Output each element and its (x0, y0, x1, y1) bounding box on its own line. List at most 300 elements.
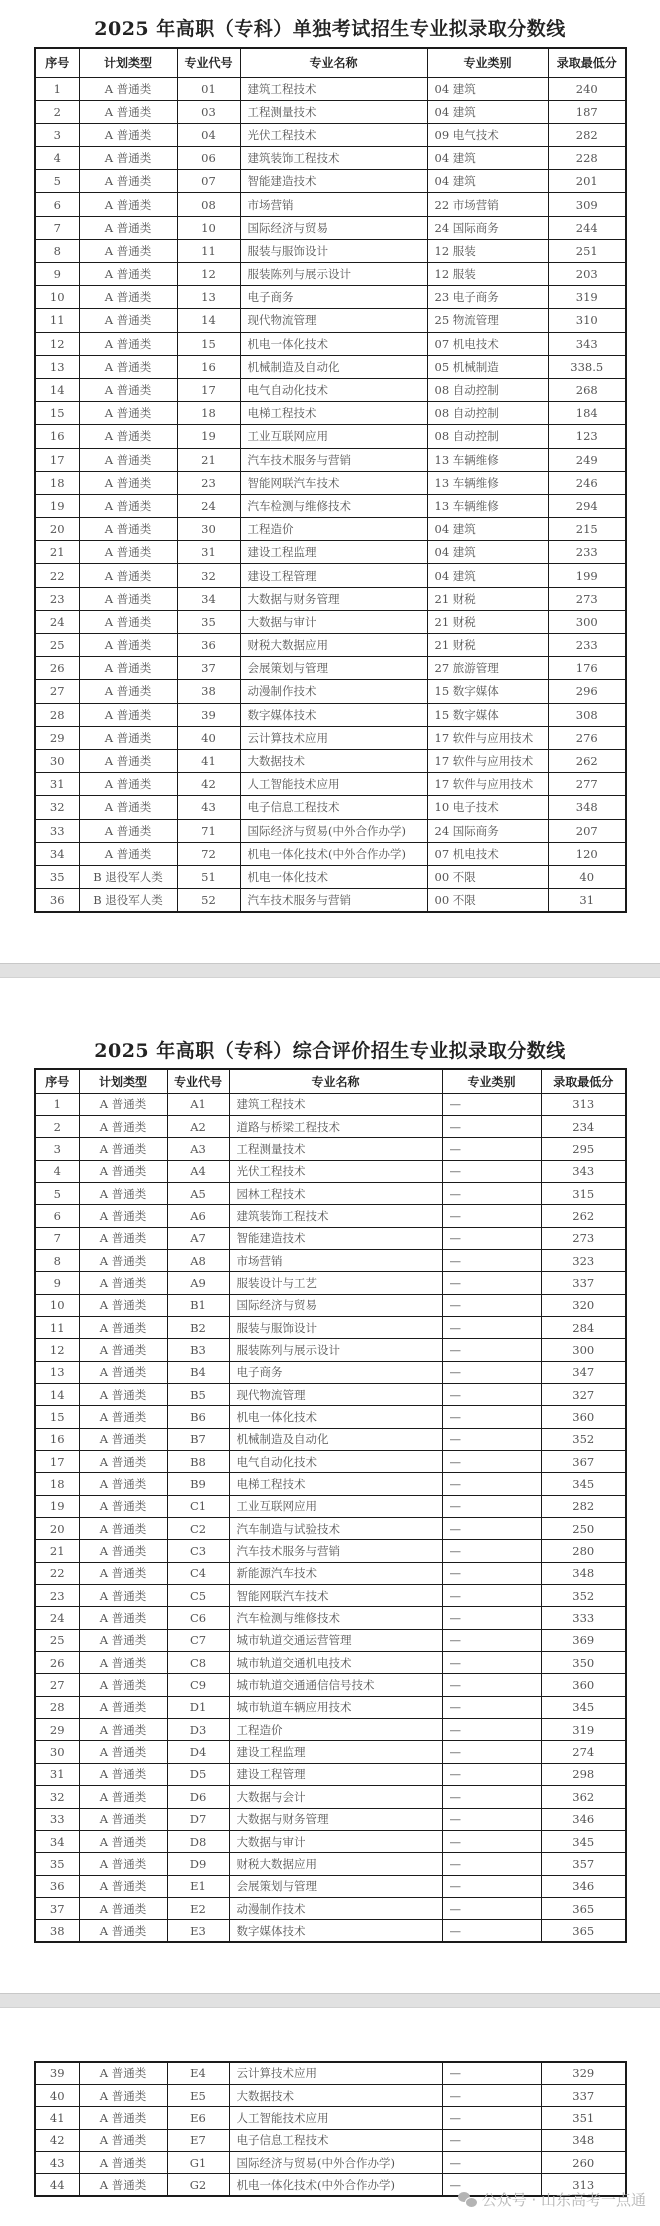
major-name-cell: 机电一体化技术(中外合作办学) (240, 842, 427, 865)
row-index-cell: 20 (35, 518, 79, 541)
table-row (35, 657, 626, 680)
major-name-cell: 国际经济与贸易(中外合作办学) (229, 2151, 442, 2173)
min-score-cell: 294 (548, 494, 626, 517)
major-name-cell: 国际经济与贸易(中外合作办学) (240, 819, 427, 842)
min-score-cell: 347 (541, 1361, 626, 1383)
table-row (35, 1473, 626, 1495)
min-score-cell: 215 (548, 518, 626, 541)
major-name-cell: 市场营销 (229, 1249, 442, 1271)
table-row (35, 1875, 626, 1897)
min-score-cell: 176 (548, 657, 626, 680)
major-code-cell: 18 (177, 402, 240, 425)
plan-type-cell: A 普通类 (79, 1897, 167, 1919)
plan-type-cell: A 普通类 (79, 471, 177, 494)
row-index-cell: 39 (35, 2062, 79, 2084)
plan-type-cell: B 退役军人类 (79, 889, 177, 912)
header-min-score: 录取最低分 (548, 48, 626, 77)
table-row (35, 309, 626, 332)
major-code-cell: 15 (177, 332, 240, 355)
major-category-cell: 07 机电技术 (427, 842, 548, 865)
row-index-cell: 23 (35, 1585, 79, 1607)
min-score-cell: 187 (548, 100, 626, 123)
plan-type-cell: A 普通类 (79, 657, 177, 680)
major-code-cell: 32 (177, 564, 240, 587)
min-score-cell: 313 (541, 1093, 626, 1115)
major-code-cell: 37 (177, 657, 240, 680)
major-category-cell: — (442, 1629, 541, 1651)
min-score-cell: 351 (541, 2107, 626, 2129)
major-code-cell: A1 (167, 1093, 229, 1115)
major-code-cell: C7 (167, 1629, 229, 1651)
min-score-cell: 228 (548, 147, 626, 170)
plan-type-cell: A 普通类 (79, 749, 177, 772)
major-name-cell: 现代物流管理 (229, 1383, 442, 1405)
major-category-cell: 04 建筑 (427, 147, 548, 170)
header-major-code: 专业代号 (167, 1069, 229, 1093)
plan-type-cell: A 普通类 (79, 1294, 167, 1316)
min-score-cell: 319 (548, 286, 626, 309)
table-row (35, 1830, 626, 1852)
table-row (35, 1316, 626, 1338)
table-row (35, 865, 626, 888)
plan-type-cell: A 普通类 (79, 773, 177, 796)
row-index-cell: 19 (35, 494, 79, 517)
page-separator (0, 963, 660, 978)
table-row (35, 286, 626, 309)
major-name-cell: 智能建造技术 (240, 170, 427, 193)
min-score-cell: 352 (541, 1585, 626, 1607)
major-name-cell: 汽车制造与试验技术 (229, 1518, 442, 1540)
min-score-cell: 250 (541, 1518, 626, 1540)
table2-title: 2025 年高职（专科）综合评价招生专业拟录取分数线 (94, 1040, 566, 1062)
row-index-cell: 30 (35, 749, 79, 772)
min-score-cell: 348 (541, 2129, 626, 2151)
plan-type-cell: A 普通类 (79, 448, 177, 471)
plan-type-cell: A 普通类 (79, 1741, 167, 1763)
major-name-cell: 电梯工程技术 (240, 402, 427, 425)
major-category-cell: — (442, 1115, 541, 1137)
major-code-cell: A7 (167, 1227, 229, 1249)
min-score-cell: 327 (541, 1383, 626, 1405)
table-row (35, 1383, 626, 1405)
major-name-cell: 服装陈列与展示设计 (240, 263, 427, 286)
plan-type-cell: A 普通类 (79, 2151, 167, 2173)
row-index-cell: 21 (35, 541, 79, 564)
plan-type-cell: B 退役军人类 (79, 865, 177, 888)
major-category-cell: — (442, 1160, 541, 1182)
plan-type-cell: A 普通类 (79, 726, 177, 749)
major-code-cell: C9 (167, 1674, 229, 1696)
major-code-cell: C5 (167, 1585, 229, 1607)
major-category-cell: — (442, 1205, 541, 1227)
row-index-cell: 8 (35, 1249, 79, 1271)
row-index-cell: 23 (35, 587, 79, 610)
major-name-cell: 大数据技术 (240, 749, 427, 772)
min-score-cell: 273 (548, 587, 626, 610)
watermark-text: 公众号 · 山东高考一点通 (481, 2191, 646, 2209)
major-category-cell: 07 机电技术 (427, 332, 548, 355)
major-code-cell: 10 (177, 216, 240, 239)
major-code-cell: E6 (167, 2107, 229, 2129)
major-code-cell: 21 (177, 448, 240, 471)
plan-type-cell: A 普通类 (79, 1227, 167, 1249)
table-row (35, 1607, 626, 1629)
major-code-cell: C4 (167, 1562, 229, 1584)
table-row (35, 1093, 626, 1115)
row-index-cell: 22 (35, 564, 79, 587)
row-index-cell: 28 (35, 1696, 79, 1718)
comprehensive-eval-score-table (34, 1068, 627, 1943)
plan-type-cell: A 普通类 (79, 610, 177, 633)
min-score-cell: 360 (541, 1674, 626, 1696)
row-index-cell: 5 (35, 170, 79, 193)
plan-type-cell: A 普通类 (79, 796, 177, 819)
plan-type-cell: A 普通类 (79, 1339, 167, 1361)
major-code-cell: 38 (177, 680, 240, 703)
table-row (35, 1652, 626, 1674)
min-score-cell: 262 (541, 1205, 626, 1227)
major-category-cell: 15 数字媒体 (427, 680, 548, 703)
major-name-cell: 数字媒体技术 (229, 1920, 442, 1942)
min-score-cell: 320 (541, 1294, 626, 1316)
major-code-cell: 16 (177, 355, 240, 378)
table-row (35, 471, 626, 494)
row-index-cell: 43 (35, 2151, 79, 2173)
major-category-cell: — (442, 1138, 541, 1160)
table-row (35, 1160, 626, 1182)
major-name-cell: 建筑装饰工程技术 (240, 147, 427, 170)
plan-type-cell: A 普通类 (79, 1607, 167, 1629)
table-row (35, 2107, 626, 2129)
major-code-cell: 35 (177, 610, 240, 633)
table-row (35, 239, 626, 262)
min-score-cell: 360 (541, 1406, 626, 1428)
major-code-cell: 36 (177, 634, 240, 657)
plan-type-cell: A 普通类 (79, 1138, 167, 1160)
plan-type-cell: A 普通类 (79, 147, 177, 170)
major-name-cell: 动漫制作技术 (240, 680, 427, 703)
table-row (35, 494, 626, 517)
row-index-cell: 20 (35, 1518, 79, 1540)
major-category-cell: 00 不限 (427, 889, 548, 912)
major-code-cell: 12 (177, 263, 240, 286)
plan-type-cell: A 普通类 (79, 239, 177, 262)
major-category-cell: — (442, 1741, 541, 1763)
major-code-cell: A3 (167, 1138, 229, 1160)
major-category-cell: — (442, 1830, 541, 1852)
table-row (35, 1428, 626, 1450)
major-category-cell: — (442, 1451, 541, 1473)
plan-type-cell: A 普通类 (79, 1585, 167, 1607)
major-category-cell: — (442, 1562, 541, 1584)
plan-type-cell: A 普通类 (79, 1115, 167, 1137)
major-code-cell: D1 (167, 1696, 229, 1718)
min-score-cell: 333 (541, 1607, 626, 1629)
major-name-cell: 城市轨道交通通信信号技术 (229, 1674, 442, 1696)
header-plan-type: 计划类型 (79, 48, 177, 77)
major-code-cell: A4 (167, 1160, 229, 1182)
table-row (35, 170, 626, 193)
major-category-cell: 12 服装 (427, 239, 548, 262)
major-code-cell: 41 (177, 749, 240, 772)
major-code-cell: D4 (167, 1741, 229, 1763)
plan-type-cell: A 普通类 (79, 1719, 167, 1741)
plan-type-cell: A 普通类 (79, 170, 177, 193)
table-row (35, 1518, 626, 1540)
major-category-cell: — (442, 2129, 541, 2151)
major-code-cell: 14 (177, 309, 240, 332)
plan-type-cell: A 普通类 (79, 1853, 167, 1875)
plan-type-cell: A 普通类 (79, 1093, 167, 1115)
row-index-cell: 17 (35, 448, 79, 471)
major-code-cell: B7 (167, 1428, 229, 1450)
major-code-cell: 34 (177, 587, 240, 610)
major-category-cell: — (442, 1473, 541, 1495)
table-row (35, 1495, 626, 1517)
header-major-name: 专业名称 (229, 1069, 442, 1093)
major-category-cell: — (442, 1294, 541, 1316)
min-score-cell: 310 (548, 309, 626, 332)
major-category-cell: 08 自动控制 (427, 425, 548, 448)
major-code-cell: B2 (167, 1316, 229, 1338)
major-name-cell: 服装设计与工艺 (229, 1272, 442, 1294)
major-category-cell: — (442, 1383, 541, 1405)
major-category-cell: — (442, 1272, 541, 1294)
row-index-cell: 6 (35, 193, 79, 216)
header-index: 序号 (35, 1069, 79, 1093)
major-code-cell: 17 (177, 378, 240, 401)
row-index-cell: 33 (35, 819, 79, 842)
row-index-cell: 34 (35, 842, 79, 865)
plan-type-cell: A 普通类 (79, 193, 177, 216)
plan-type-cell: A 普通类 (79, 1473, 167, 1495)
min-score-cell: 199 (548, 564, 626, 587)
header-major-category: 专业类别 (442, 1069, 541, 1093)
header-plan-type: 计划类型 (79, 1069, 167, 1093)
min-score-cell: 346 (541, 1875, 626, 1897)
plan-type-cell: A 普通类 (79, 494, 177, 517)
row-index-cell: 12 (35, 332, 79, 355)
major-name-cell: 电子信息工程技术 (240, 796, 427, 819)
major-name-cell: 道路与桥梁工程技术 (229, 1115, 442, 1137)
plan-type-cell: A 普通类 (79, 680, 177, 703)
plan-type-cell: A 普通类 (79, 1830, 167, 1852)
table-row (35, 1294, 626, 1316)
major-category-cell: — (442, 2084, 541, 2106)
major-category-cell: — (442, 1428, 541, 1450)
major-category-cell: — (442, 2151, 541, 2173)
row-index-cell: 26 (35, 657, 79, 680)
plan-type-cell: A 普通类 (79, 77, 177, 100)
table-row (35, 1115, 626, 1137)
row-index-cell: 21 (35, 1540, 79, 1562)
row-index-cell: 4 (35, 1160, 79, 1182)
table-row (35, 634, 626, 657)
major-code-cell: B6 (167, 1406, 229, 1428)
table-row (35, 332, 626, 355)
plan-type-cell: A 普通类 (79, 1383, 167, 1405)
row-index-cell: 33 (35, 1808, 79, 1830)
min-score-cell: 40 (548, 865, 626, 888)
major-name-cell: 机电一体化技术 (240, 332, 427, 355)
header-major-name: 专业名称 (240, 48, 427, 77)
plan-type-cell: A 普通类 (79, 2107, 167, 2129)
table-header-row (35, 48, 626, 77)
major-category-cell: 09 电气技术 (427, 123, 548, 146)
major-name-cell: 数字媒体技术 (240, 703, 427, 726)
major-category-cell: 13 车辆维修 (427, 471, 548, 494)
major-name-cell: 云计算技术应用 (240, 726, 427, 749)
table-row (35, 1674, 626, 1696)
min-score-cell: 357 (541, 1853, 626, 1875)
row-index-cell: 29 (35, 1719, 79, 1741)
major-code-cell: B1 (167, 1294, 229, 1316)
row-index-cell: 27 (35, 1674, 79, 1696)
major-code-cell: G1 (167, 2151, 229, 2173)
plan-type-cell: A 普通类 (79, 1272, 167, 1294)
min-score-cell: 319 (541, 1719, 626, 1741)
major-category-cell: — (442, 1227, 541, 1249)
major-code-cell: A2 (167, 1115, 229, 1137)
major-code-cell: A5 (167, 1182, 229, 1204)
row-index-cell: 30 (35, 1741, 79, 1763)
table-row (35, 1719, 626, 1741)
plan-type-cell: A 普通类 (79, 1428, 167, 1450)
min-score-cell: 298 (541, 1763, 626, 1785)
min-score-cell: 203 (548, 263, 626, 286)
table-row (35, 147, 626, 170)
major-category-cell: — (442, 1316, 541, 1338)
major-name-cell: 国际经济与贸易 (240, 216, 427, 239)
major-name-cell: 工程造价 (229, 1719, 442, 1741)
header-min-score: 录取最低分 (541, 1069, 626, 1093)
major-code-cell: 06 (177, 147, 240, 170)
major-code-cell: 30 (177, 518, 240, 541)
row-index-cell: 10 (35, 286, 79, 309)
major-code-cell: D8 (167, 1830, 229, 1852)
min-score-cell: 249 (548, 448, 626, 471)
row-index-cell: 34 (35, 1830, 79, 1852)
row-index-cell: 22 (35, 1562, 79, 1584)
plan-type-cell: A 普通类 (79, 1451, 167, 1473)
major-code-cell: E7 (167, 2129, 229, 2151)
major-category-cell: — (442, 1093, 541, 1115)
plan-type-cell: A 普通类 (79, 819, 177, 842)
header-major-category: 专业类别 (427, 48, 548, 77)
min-score-cell: 201 (548, 170, 626, 193)
table-row (35, 889, 626, 912)
plan-type-cell: A 普通类 (79, 1316, 167, 1338)
major-category-cell: 04 建筑 (427, 564, 548, 587)
major-name-cell: 汽车检测与维修技术 (240, 494, 427, 517)
major-name-cell: 汽车检测与维修技术 (229, 1607, 442, 1629)
major-name-cell: 建筑装饰工程技术 (229, 1205, 442, 1227)
major-category-cell: 17 软件与应用技术 (427, 726, 548, 749)
row-index-cell: 42 (35, 2129, 79, 2151)
plan-type-cell: A 普通类 (79, 1786, 167, 1808)
major-category-cell: 21 财税 (427, 634, 548, 657)
min-score-cell: 277 (548, 773, 626, 796)
plan-type-cell: A 普通类 (79, 2062, 167, 2084)
table-row (35, 123, 626, 146)
major-category-cell: — (442, 1607, 541, 1629)
row-index-cell: 17 (35, 1451, 79, 1473)
row-index-cell: 16 (35, 425, 79, 448)
row-index-cell: 12 (35, 1339, 79, 1361)
major-category-cell: — (442, 1182, 541, 1204)
row-index-cell: 3 (35, 123, 79, 146)
major-name-cell: 机电一体化技术(中外合作办学) (229, 2174, 442, 2196)
plan-type-cell: A 普通类 (79, 587, 177, 610)
major-category-cell: — (442, 1540, 541, 1562)
min-score-cell: 251 (548, 239, 626, 262)
row-index-cell: 4 (35, 147, 79, 170)
plan-type-cell: A 普通类 (79, 1696, 167, 1718)
table-row (35, 263, 626, 286)
major-name-cell: 大数据与审计 (240, 610, 427, 633)
row-index-cell: 16 (35, 1428, 79, 1450)
row-index-cell: 7 (35, 216, 79, 239)
plan-type-cell: A 普通类 (79, 842, 177, 865)
table-row (35, 425, 626, 448)
min-score-cell: 346 (541, 1808, 626, 1830)
min-score-cell: 362 (541, 1786, 626, 1808)
major-code-cell: C2 (167, 1518, 229, 1540)
row-index-cell: 35 (35, 865, 79, 888)
min-score-cell: 367 (541, 1451, 626, 1473)
plan-type-cell: A 普通类 (79, 1540, 167, 1562)
major-name-cell: 建设工程监理 (240, 541, 427, 564)
table-row (35, 819, 626, 842)
major-category-cell: 24 国际商务 (427, 216, 548, 239)
major-category-cell: — (442, 2107, 541, 2129)
plan-type-cell: A 普通类 (79, 1920, 167, 1942)
major-name-cell: 汽车技术服务与营销 (229, 1540, 442, 1562)
plan-type-cell: A 普通类 (79, 355, 177, 378)
min-score-cell: 284 (541, 1316, 626, 1338)
major-code-cell: 40 (177, 726, 240, 749)
min-score-cell: 31 (548, 889, 626, 912)
plan-type-cell: A 普通类 (79, 2084, 167, 2106)
major-name-cell: 现代物流管理 (240, 309, 427, 332)
min-score-cell: 276 (548, 726, 626, 749)
row-index-cell: 18 (35, 1473, 79, 1495)
wechat-icon (458, 2192, 476, 2207)
plan-type-cell: A 普通类 (79, 1629, 167, 1651)
major-name-cell: 电子商务 (240, 286, 427, 309)
plan-type-cell: A 普通类 (79, 100, 177, 123)
table-row (35, 193, 626, 216)
major-code-cell: 31 (177, 541, 240, 564)
major-category-cell: — (442, 1786, 541, 1808)
major-name-cell: 云计算技术应用 (229, 2062, 442, 2084)
min-score-cell: 123 (548, 425, 626, 448)
row-index-cell: 36 (35, 1875, 79, 1897)
row-index-cell: 24 (35, 1607, 79, 1629)
major-name-cell: 服装与服饰设计 (240, 239, 427, 262)
major-name-cell: 人工智能技术应用 (240, 773, 427, 796)
major-category-cell: — (442, 1897, 541, 1919)
row-index-cell: 9 (35, 1272, 79, 1294)
major-category-cell: — (442, 1853, 541, 1875)
min-score-cell: 274 (541, 1741, 626, 1763)
major-name-cell: 人工智能技术应用 (229, 2107, 442, 2129)
major-category-cell: — (442, 1696, 541, 1718)
min-score-cell: 337 (541, 1272, 626, 1294)
row-index-cell: 40 (35, 2084, 79, 2106)
plan-type-cell: A 普通类 (79, 1406, 167, 1428)
major-category-cell: 04 建筑 (427, 541, 548, 564)
